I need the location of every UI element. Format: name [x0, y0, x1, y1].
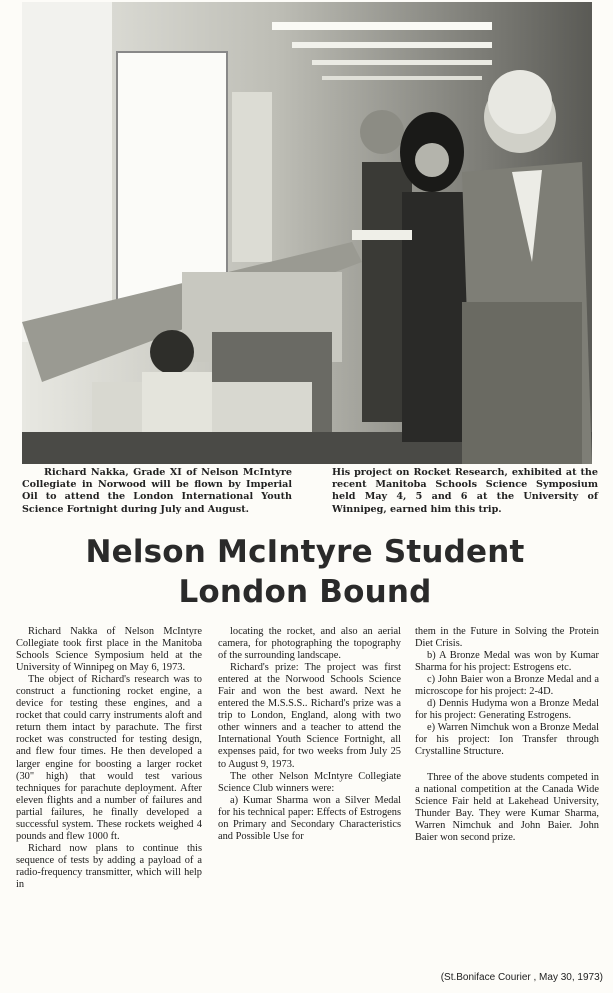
- article-paragraph: Richard now plans to continue this sequence of tests by adding a payload of a radio-frequency transmitter, which will help in: [16, 842, 202, 890]
- article-paragraph: The object of Richard's research was to construct a functioning rocket engine, a device for testing these engines, and a rocket that could carry instruments aloft and return them intact by parachute. The first rocket was constructed for testing design, and flew four times. He then developed a larger engine for boosting a larger rocket (30" high) that would test various techniques for parachute deployment. After eleven flights and a number of failures and partial failures, he finally developed a successful system. These rockets weighed 4 pounds and flew 1000 ft.: [16, 674, 202, 842]
- article-paragraph: a) Kumar Sharma won a Silver Medal for his technical paper: Effects of Estrogens on Primary and Secondary Characteristics and Possible Use for: [218, 794, 401, 842]
- article-paragraph: The other Nelson McIntyre Collegiate Science Club winners were:: [218, 770, 401, 794]
- photo-illustration: [22, 2, 592, 464]
- article-column-1: [16, 626, 202, 891]
- photo-caption-right: His project on Rocket Research, exhibited at the recent Manitoba Schools Science Symposium held May 4, 5 and 6 at the University of Winnipeg, earned him this trip.: [332, 467, 598, 515]
- headline-line-2: London Bound: [178, 574, 432, 610]
- article-paragraph: them in the Future in Solving the Protein Diet Crisis.: [415, 626, 599, 650]
- article-paragraph: e) Warren Nimchuk won a Bronze Medal for his project: Ion Transfer through Crystalline Structure.: [415, 722, 599, 758]
- headline: [20, 532, 590, 612]
- article-paragraph: Richard Nakka of Nelson McIntyre Collegiate took first place in the Manitoba Schools Science Symposium held at the University of Winnipeg on May 6, 1973.: [16, 626, 202, 674]
- article-paragraph: locating the rocket, and also an aerial camera, for photographing the topography of the surrounding landscape.: [218, 626, 401, 662]
- photo-caption-left: Richard Nakka, Grade XI of Nelson McIntyre Collegiate in Norwood will be flown by Imperial Oil to attend the London International Youth Science Fortnight during July and August.: [22, 467, 292, 515]
- article-paragraph: b) A Bronze Medal was won by Kumar Sharma for his project: Estrogens etc.: [415, 650, 599, 674]
- article-paragraph: c) John Baier won a Bronze Medal and a microscope for his project: 2-4D.: [415, 674, 599, 698]
- article-column-2: [218, 626, 401, 843]
- article-column-3: [415, 626, 599, 844]
- article-paragraph: Three of the above students competed in a national competition at the Canada Wide Science Fair held at Lakehead University, Thunder Bay. They were Kumar Sharma, Warren Nimchuk and John Baier. John Baier won second prize.: [415, 771, 599, 843]
- headline-line-1: Nelson McIntyre Student: [85, 534, 525, 570]
- article-paragraph: d) Dennis Hudyma won a Bronze Medal for his project: Generating Estrogens.: [415, 698, 599, 722]
- source-credit: (St.Boniface Courier , May 30, 1973): [440, 972, 603, 983]
- news-photo: [22, 2, 592, 464]
- article-paragraph: Richard's prize: The project was first entered at the Norwood Schools Science Fair and won the best award. Next he entered the M.S.S.S.. Richard's prize was a trip to London, England, along with two other winners and a teacher to attend the International Youth Science Fortnight, all expenses paid, for two weeks from July 25 to August 9, 1973.: [218, 662, 401, 770]
